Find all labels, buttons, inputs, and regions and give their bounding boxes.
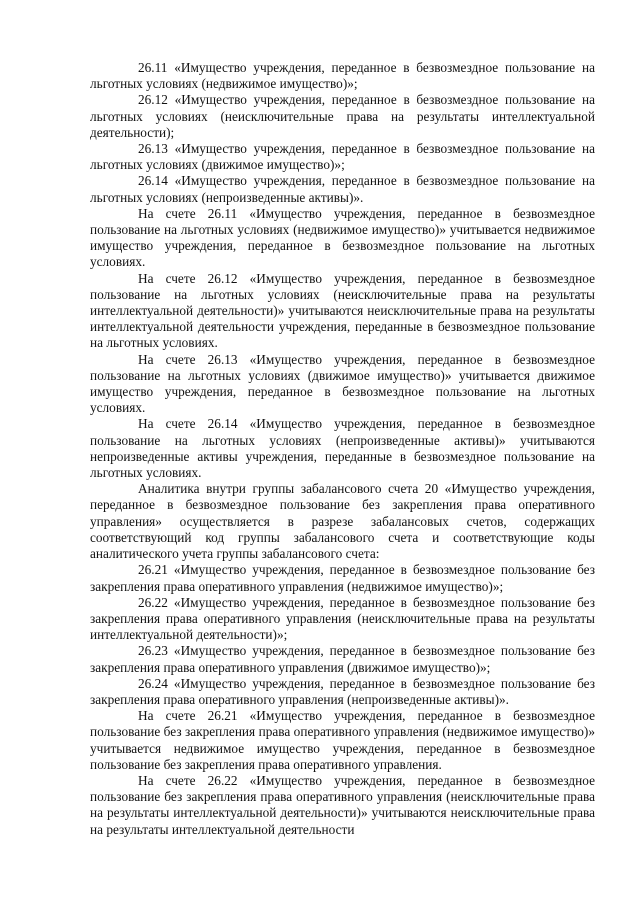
paragraph-account-26-22-description: На счете 26.22 «Имущество учреждения, переданное в безвозмездное пользование без закрепления права оперативного управления (неисключительные права на результаты интеллектуальной деятельности)» учитываются неисключительные права на результаты интеллектуальной деятельности (90, 772, 595, 837)
paragraph-subaccount-26-12: 26.12 «Имущество учреждения, переданное в безвозмездное пользование на льготных условиях (неисключительные права на результаты интеллектуальной деятельности); (90, 92, 595, 140)
paragraph-subaccount-26-24: 26.24 «Имущество учреждения, переданное в безвозмездное пользование без закрепления права оперативного управления (непроизведенные активы)». (90, 675, 595, 707)
paragraph-account-26-12-description: На счете 26.12 «Имущество учреждения, переданное в безвозмездное пользование на льготных условиях (неисключительные права на результаты интеллектуальной деятельности)» учитываются неисключительные права на результаты интеллектуальной деятельности учреждения, переданные в безвозмездное пользование на льготных условиях. (90, 270, 595, 351)
paragraph-subaccount-26-23: 26.23 «Имущество учреждения, переданное в безвозмездное пользование без закрепления права оперативного управления (движимое имущество)»; (90, 643, 595, 675)
paragraph-subaccount-26-21: 26.21 «Имущество учреждения, переданное в безвозмездное пользование без закрепления права оперативного управления (недвижимое имущество)»; (90, 562, 595, 594)
paragraph-account-26-11-description: На счете 26.11 «Имущество учреждения, переданное в безвозмездное пользование на льготных условиях (недвижимое имущество)» учитывается недвижимое имущество учреждения, переданное в безвозмездное пользование на льготных условиях. (90, 205, 595, 270)
paragraph-account-26-13-description: На счете 26.13 «Имущество учреждения, переданное в безвозмездное пользование на льготных условиях (движимое имущество)» учитывается движимое имущество учреждения, переданное в безвозмездное пользование на льготных условиях. (90, 351, 595, 416)
paragraph-account-26-21-description: На счете 26.21 «Имущество учреждения, переданное в безвозмездное пользование без закрепления права оперативного управления (недвижимое имущество)» учитывается недвижимое имущество учреждения, переданное в безвозмездное пользование без закрепления права оперативного управления. (90, 708, 595, 772)
paragraph-subaccount-26-14: 26.14 «Имущество учреждения, переданное в безвозмездное пользование на льготных условиях (непроизведенные активы)». (90, 173, 595, 205)
paragraph-account-26-14-description: На счете 26.14 «Имущество учреждения, переданное в безвозмездное пользование на льготных условиях (непроизведенные активы)» учитываются непроизведенные активы учреждения, переданные в безвозмездное пользование на льготных условиях. (90, 416, 595, 481)
paragraph-subaccount-26-22: 26.22 «Имущество учреждения, переданное в безвозмездное пользование без закрепления права оперативного управления (неисключительные права на результаты интеллектуальной деятельности)»; (90, 594, 595, 643)
paragraph-subaccount-26-11: 26.11 «Имущество учреждения, переданное в безвозмездное пользование на льготных условиях (недвижимое имущество)»; (90, 60, 595, 92)
paragraph-subaccount-26-13: 26.13 «Имущество учреждения, переданное в безвозмездное пользование на льготных условиях (движимое имущество)»; (90, 141, 595, 173)
paragraph-analytics-group-20: Аналитика внутри группы забалансового счета 20 «Имущество учреждения, переданное в безвозмездное пользование без закрепления права оперативного управления» осуществляется в разрезе забалансовых счетов, содержащих соответствующий код группы забалансового счета и соответствующие коды аналитического учета группы забалансового счета: (90, 481, 595, 562)
document-page (90, 60, 595, 838)
